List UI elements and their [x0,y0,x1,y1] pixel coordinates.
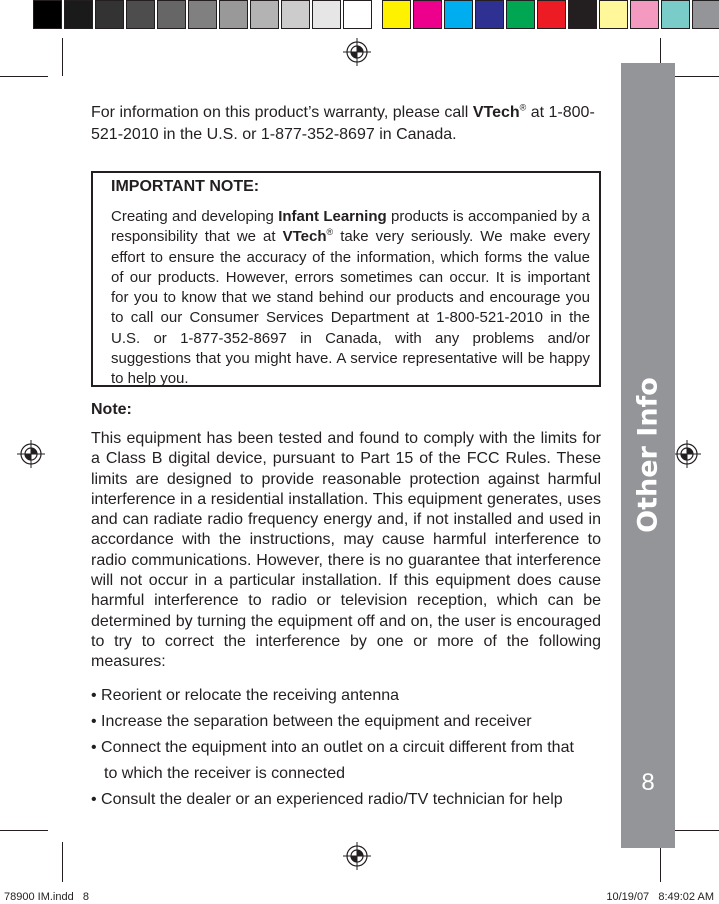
swatch-color [661,0,690,29]
swatch-gap [374,0,380,29]
swatch-color [599,0,628,29]
warranty-paragraph [91,102,601,146]
swatch-color [413,0,442,29]
swatch-gray [95,0,124,29]
measures-list [91,683,601,813]
page-number: 8 [641,769,655,796]
warranty-text: at 1-800-521-2010 in the U.S. or 1-877-352-8697 in Canada. [91,104,595,143]
color-calibration-bar [33,0,719,31]
warranty-text: For information on this product’s warranty, please call [91,104,473,121]
sidebar-title: Other Info [632,377,664,533]
important-note-box [91,171,601,387]
crop-mark [0,76,48,77]
important-note-heading: IMPORTANT NOTE: [111,178,260,195]
note-text: take very seriously. We make every effort to ensure the accuracy of the information, which forms the value of our products. However, errors sometimes can occur. It is important for you to know that we stand behind our products and encourage you to call our Consumer Services Department at 1-800-521-2010 in the U.S. or 1-877-352-8697 in Canada, with any problems and/or suggestions that you might have. A service representative will be happy to help you. [111,228,591,388]
registered-mark-icon: ® [519,102,527,113]
crop-mark [62,38,63,76]
swatch-gray [343,0,372,29]
crop-mark [673,830,719,831]
swatch-gray [64,0,93,29]
fcc-note-section [91,401,601,813]
crop-mark [660,842,661,882]
swatch-color [475,0,504,29]
brand-name: VTech [282,228,327,246]
list-item: • Consult the dealer or an experienced radio/TV technician for help [91,790,563,808]
swatch-gray [312,0,341,29]
swatch-color [630,0,659,29]
swatch-gray [188,0,217,29]
swatch-color [506,0,535,29]
swatch-color [444,0,473,29]
registration-mark-icon [673,440,701,468]
fcc-note-heading: Note: [91,401,132,418]
important-note-body [111,207,590,390]
swatch-color [382,0,411,29]
swatch-gray [219,0,248,29]
registration-mark-icon [343,38,371,66]
crop-mark [62,842,63,882]
swatch-color [537,0,566,29]
timestamp-slug: 10/19/07 8:49:02 AM [606,891,714,903]
swatch-gray [281,0,310,29]
file-slug: 78900 IM.indd 8 [4,891,90,903]
registered-mark-icon: ® [326,227,334,238]
note-text: Creating and developing [111,208,279,225]
swatch-gray [126,0,155,29]
brand-name: VTech [472,104,520,121]
swatch-gray [157,0,186,29]
swatch-gray [250,0,279,29]
crop-mark [673,76,719,77]
swatch-gray [33,0,62,29]
crop-mark [0,830,48,831]
list-item: • Connect the equipment into an outlet on a circuit different from that [91,738,574,756]
list-item: • Reorient or relocate the receiving antenna [91,686,400,704]
list-item: • Increase the separation between the equipment and receiver [91,712,532,730]
note-text: products is accompanied by a responsibility that we at [111,208,590,246]
product-line-name: Infant Learning [278,208,387,225]
registration-mark-icon [343,842,371,870]
swatch-color [692,0,719,29]
fcc-note-body: This equipment has been tested and found to comply with the limits for a Class B digital device, pursuant to Part 15 of the FCC Rules. These limits are designed to provide reasonable protection against harmful interference in a residential installation. This equipment generates, uses and can radiate radio frequency energy and, if not installed and used in accordance with the instructions, may cause harmful interference to radio communications. However, there is no guarantee that interference will not occur in a particular installation. If this equipment does cause harmful interference to radio or television reception, which can be determined by turning the equipment off and on, the user is encouraged to try to correct the interference by one or more of the following measures: [91,430,601,671]
swatch-color [568,0,597,29]
registration-mark-icon [17,440,45,468]
list-item: to which the receiver is connected [104,764,346,782]
